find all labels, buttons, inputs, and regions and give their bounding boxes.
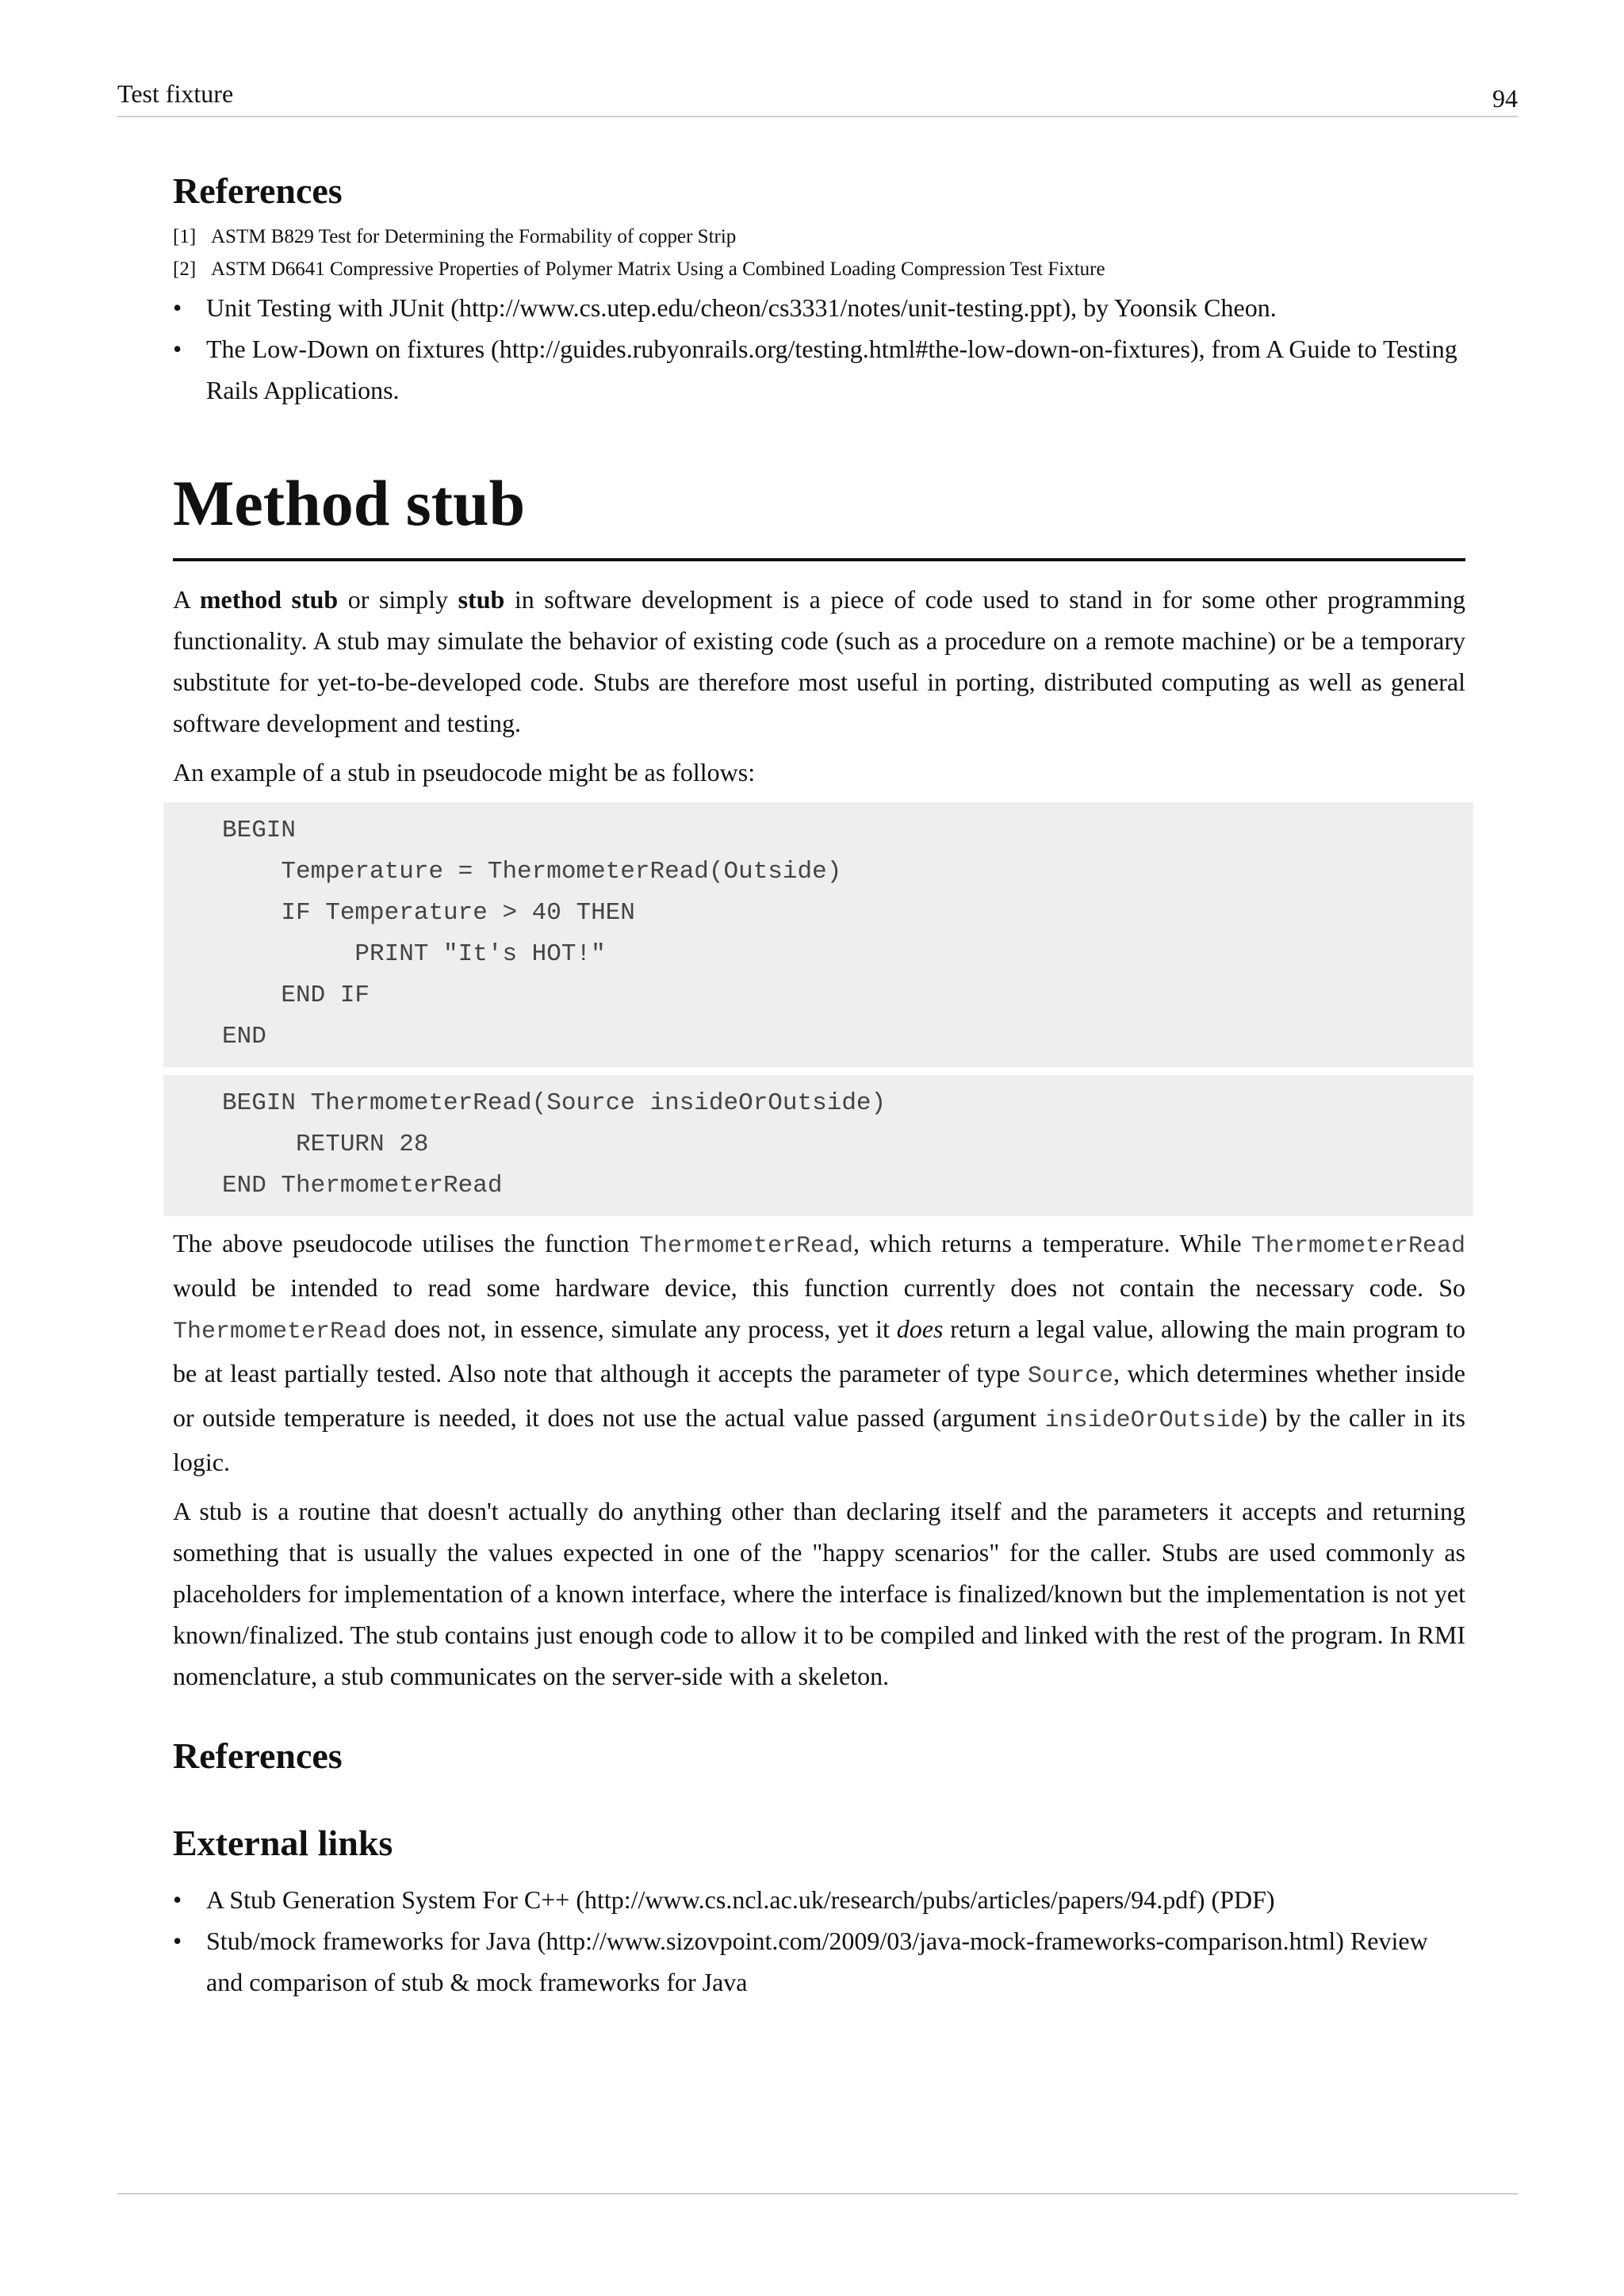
page-number: 94 bbox=[1492, 84, 1518, 113]
reference-text: ASTM B829 Test for Determining the Formability of copper Strip bbox=[211, 226, 737, 247]
text-run: , which returns a temperature. While bbox=[852, 1229, 1251, 1257]
numbered-reference-list bbox=[173, 220, 1465, 285]
inline-code: ThermometerRead bbox=[1251, 1233, 1466, 1260]
bullet-icon: • bbox=[173, 1927, 182, 1955]
emphasis-text: does bbox=[896, 1314, 944, 1343]
link-text[interactable]: Stub/mock frameworks for Java (http://www.sizovpoint.com/2009/03/java-mock-frameworks-comparison.html) Review and comparison of stub & mock frameworks for Java bbox=[206, 1927, 1428, 1996]
text-run: ) by the caller in its logic. bbox=[173, 1403, 1466, 1476]
link-text[interactable]: The Low-Down on fixtures (http://guides.rubyonrails.org/testing.html#the-low-down-on-fixtures), from A Guide to Testing Rails Applications. bbox=[206, 335, 1457, 404]
reference-item bbox=[173, 220, 1465, 253]
link-text[interactable]: A Stub Generation System For C++ (http://www.cs.ncl.ac.uk/research/pubs/articles/papers/94.pdf) (PDF) bbox=[206, 1885, 1275, 1914]
text-run: The above pseudocode utilises the function bbox=[173, 1229, 639, 1257]
example-intro-paragraph: An example of a stub in pseudocode might be as follows: bbox=[173, 758, 756, 786]
code-block-main: BEGIN Temperature = ThermometerRead(Outside) IF Temperature > 40 THEN PRINT "It's HOT!" END IF END bbox=[163, 802, 1473, 1067]
article-title: Method stub bbox=[173, 460, 1465, 561]
page-content bbox=[173, 163, 1465, 2003]
list-item[interactable] bbox=[173, 328, 1465, 411]
inline-code: insideOrOutside bbox=[1044, 1407, 1259, 1434]
list-item[interactable] bbox=[173, 287, 1465, 328]
reference-text: ASTM D6641 Compressive Properties of Polymer Matrix Using a Combined Loading Compression Test Fixture bbox=[211, 258, 1105, 280]
link-text[interactable]: Unit Testing with JUnit (http://www.cs.utep.edu/cheon/cs3331/notes/unit-testing.ppt), by Yoonsik Cheon. bbox=[206, 293, 1277, 322]
text-run: A bbox=[173, 585, 200, 614]
bullet-icon: • bbox=[173, 293, 182, 322]
external-links-heading: External links bbox=[173, 1823, 393, 1863]
text-run: return a legal value, allowing the main program to be at least partially tested. Also note that although it accepts the parameter of type bbox=[173, 1314, 1465, 1387]
inline-code: Source bbox=[1027, 1363, 1113, 1390]
text-run: does not, in essence, simulate any process, yet it bbox=[387, 1314, 897, 1343]
bullet-icon: • bbox=[173, 335, 182, 363]
running-header bbox=[117, 76, 1518, 117]
text-run: in software development is a piece of code used to stand in for some other programming functionality. A stub may simulate the behavior of existing code (such as a procedure on a remote machine) or be a temporary substitute for yet-to-be-developed code. Stubs are therefore most useful in porting, distributed computing as well as general software development and testing. bbox=[173, 585, 1466, 737]
text-run: would be intended to read some hardware device, this function currently does not contain the necessary code. So bbox=[173, 1273, 1465, 1302]
running-header-title: Test fixture bbox=[117, 79, 234, 108]
text-run: , which determines whether inside or outside temperature is needed, it does not use the actual value passed (argument bbox=[173, 1359, 1466, 1432]
text-run: or simply bbox=[338, 585, 458, 614]
footer-divider bbox=[117, 2193, 1518, 2195]
bold-term: method stub bbox=[199, 585, 339, 614]
reference-item bbox=[173, 253, 1465, 285]
code-block-stub: BEGIN ThermometerRead(Source insideOrOutside) RETURN 28 END ThermometerRead bbox=[163, 1075, 1473, 1216]
routine-paragraph: A stub is a routine that doesn't actually do anything other than declaring itself and the parameters it accepts and returning something that is usually the values expected in one of the "happy scenarios" for the caller. Stubs are used commonly as placeholders for implementation of a known interface, where the interface is finalized/known but the implementation is not yet known/finalized. The stub contains just enough code to allow it to be compiled and linked with the rest of the program. In RMI nomenclature, a stub communicates on the server-side with a skeleton. bbox=[173, 1497, 1465, 1690]
fixture-links-list bbox=[173, 287, 1465, 411]
inline-code: ThermometerRead bbox=[173, 1318, 388, 1345]
list-item[interactable] bbox=[173, 1879, 1465, 1920]
reference-number: [1] bbox=[173, 226, 197, 247]
explanation-paragraph bbox=[173, 1223, 1465, 1483]
list-item[interactable] bbox=[173, 1920, 1465, 2003]
fixture-references-heading: References bbox=[173, 170, 343, 211]
references-heading: References bbox=[173, 1735, 343, 1776]
intro-paragraph bbox=[173, 579, 1465, 744]
bullet-icon: • bbox=[173, 1885, 182, 1914]
bold-term: stub bbox=[458, 585, 505, 614]
external-links-list bbox=[173, 1879, 1465, 2003]
reference-number: [2] bbox=[173, 258, 197, 280]
inline-code: ThermometerRead bbox=[638, 1233, 853, 1260]
